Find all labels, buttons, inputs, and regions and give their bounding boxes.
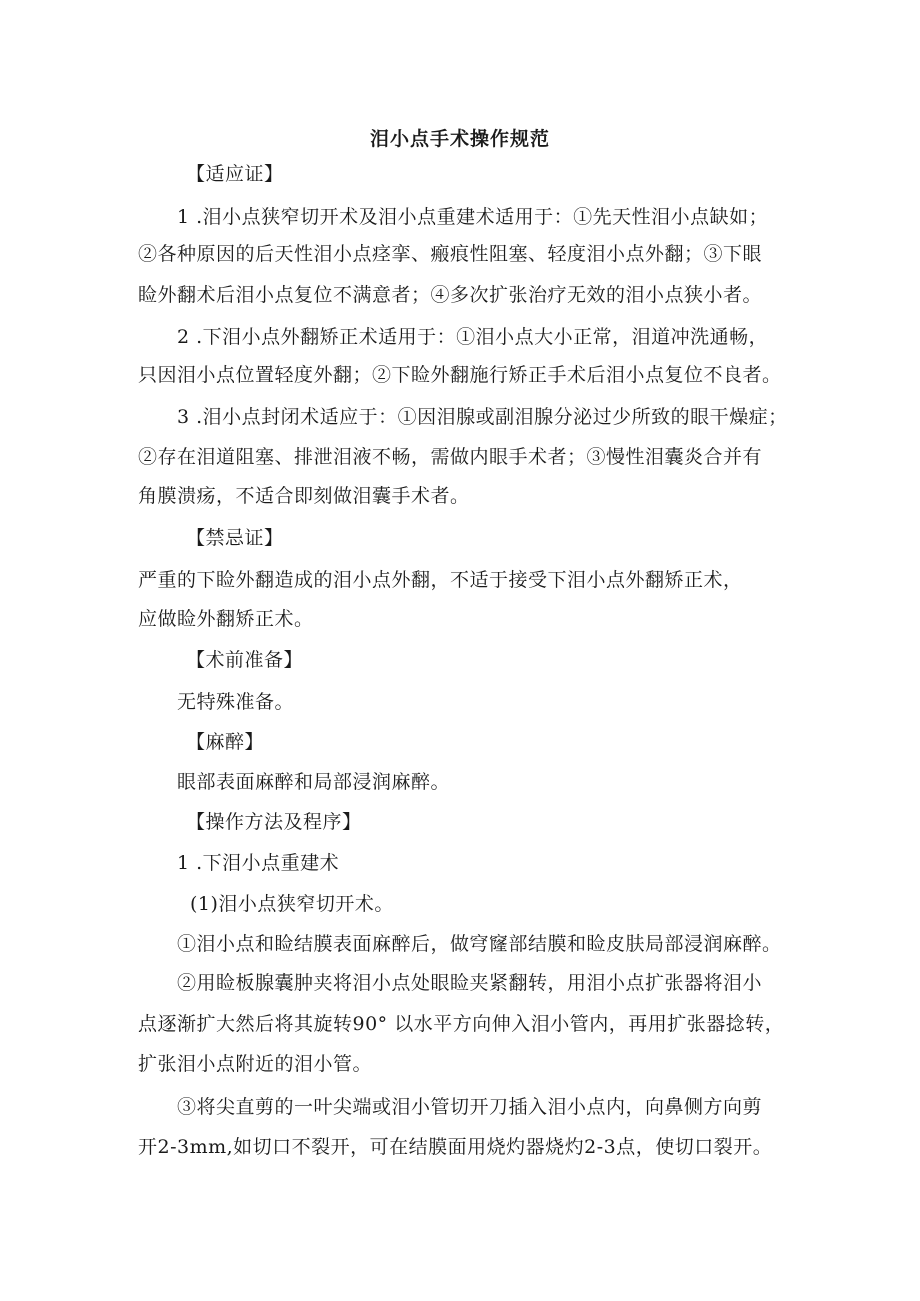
paragraph-line: 开2-3mm,如切口不裂开，可在结膜面用烧灼器烧灼2-3点，使切口裂开。 [138,1136,773,1158]
paragraph-line: 3 .泪小点封闭术适应于：①因泪腺或副泪腺分泌过少所致的眼干燥症； [177,406,788,428]
page-title: 泪小点手术操作规范 [369,128,550,150]
paragraph-line: ③将尖直剪的一叶尖端或泪小管切开刀插入泪小点内，向鼻侧方向剪 [177,1096,763,1118]
paragraph-line: 扩张泪小点附近的泪小管。 [138,1053,373,1075]
paragraph-line: 应做睑外翻矫正术。 [138,608,314,630]
paragraph-line: ②各种原因的后天性泪小点痉挛、瘢痕性阻塞、轻度泪小点外翻；③下眼 [138,243,763,265]
section-heading-contraindications: 【禁忌证】 [186,527,284,549]
paragraph-line: 1 .泪小点狭窄切开术及泪小点重建术适用于：①先天性泪小点缺如； [177,206,769,228]
paragraph-line: 严重的下睑外翻造成的泪小点外翻，不适于接受下泪小点外翻矫正术， [138,569,743,591]
paragraph-line: (1)泪小点狭窄切开术。 [190,893,394,915]
paragraph-line: 2 .下泪小点外翻矫正术适用于：①泪小点大小正常，泪道冲洗通畅， [177,326,769,348]
paragraph-line: 只因泪小点位置轻度外翻；②下睑外翻施行矫正手术后泪小点复位不良者。 [138,364,782,386]
section-heading-preparation: 【术前准备】 [186,649,304,671]
paragraph-line: 眼部表面麻醉和局部浸润麻醉。 [177,771,451,793]
paragraph-line: 点逐渐扩大然后将其旋转90° 以水平方向伸入泪小管内，再用扩张器捻转， [138,1013,785,1035]
section-heading-procedure: 【操作方法及程序】 [186,811,362,833]
paragraph-line: ②用睑板腺囊肿夹将泪小点处眼睑夹紧翻转，用泪小点扩张器将泪小 [177,972,763,994]
section-heading-indications: 【适应证】 [186,163,284,185]
paragraph-line: 睑外翻术后泪小点复位不满意者；④多次扩张治疗无效的泪小点狭小者。 [138,284,763,306]
paragraph-line: 角膜溃疡，不适合即刻做泪囊手术者。 [138,485,470,507]
paragraph-line: ②存在泪道阻塞、排泄泪液不畅，需做内眼手术者；③慢性泪囊炎合并有 [138,446,763,468]
paragraph-line: ①泪小点和睑结膜表面麻醉后，做穹窿部结膜和睑皮肤局部浸润麻醉。 [177,933,782,955]
section-heading-anesthesia: 【麻醉】 [186,731,265,753]
paragraph-line: 1 .下泪小点重建术 [177,852,340,874]
paragraph-line: 无特殊准备。 [177,691,295,713]
